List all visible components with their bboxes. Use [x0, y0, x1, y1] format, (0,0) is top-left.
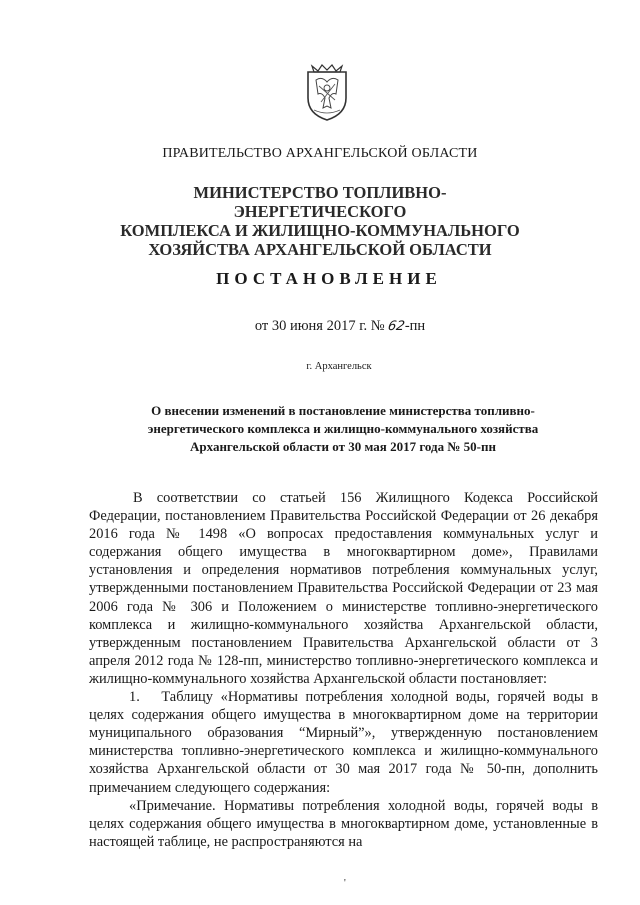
ministry-title-line: КОМПЛЕКСА И ЖИЛИЩНО-КОММУНАЛЬНОГО [120, 221, 520, 240]
item-1-paragraph: 1. Таблицу «Нормативы потребления холодной воды, горячей воды в целях содержания общего имущества в многоквартирном доме на территории муниципального образования “Мирный”», утвержденную постановлением министерства топливно-энергетического комплекса и жилищно-коммунального хозяйства Архангельской области от 30 мая 2017 года № 50-пн, дополнить примечанием следующего содержания: [89, 689, 598, 796]
handwritten-number: 62 [386, 319, 407, 334]
government-title: ПРАВИТЕЛЬСТВО АРХАНГЕЛЬСКОЙ ОБЛАСТИ [162, 146, 478, 161]
note-paragraph: «Примечание. Нормативы потребления холодной воды, горячей воды в целях содержания общего имущества в многоквартирном доме, установленные в настоящей таблице, не распространяются на [89, 797, 598, 850]
footer-mark: ' [344, 878, 346, 889]
coat-of-arms-emblem [302, 62, 352, 122]
subject-line: энергетического комплекса и жилищно-коммунального хозяйства [147, 421, 539, 436]
ministry-title [120, 183, 520, 259]
document-subject [104, 402, 582, 456]
number-suffix: -пн [404, 318, 426, 334]
ministry-title-line: ХОЗЯЙСТВА АРХАНГЕЛЬСКОЙ ОБЛАСТИ [148, 240, 492, 259]
city-line: г. Архангельск [306, 361, 372, 372]
subject-line: Архангельской области от 30 мая 2017 года № 50-пн [190, 439, 496, 454]
preamble-paragraph: В соответствии со статьей 156 Жилищного Кодекса Российской Федерации, постановлением Правительства Российской Федерации от 26 декабря 2016 года № 1498 «О вопросах предоставления коммунальных услуг и содержания общего имущества в многоквартирном доме», Правилами установления и определения нормативов потребления коммунальных услуг, утвержденными постановлением Правительства Российской Федерации от 23 мая 2006 года № 306 и Положением о министерстве топливно-энергетического комплекса и жилищно-коммунального хозяйства Архангельской области, утвержденным постановлением Правительства Архангельской области от 3 апреля 2012 года № 128-пп, министерство топливно-энергетического комплекса и жилищно-коммунального хозяйства Архангельской области постановляет: [89, 490, 598, 687]
ministry-title-line: МИНИСТЕРСТВО ТОПЛИВНО-ЭНЕРГЕТИЧЕСКОГО [193, 183, 447, 221]
date-prefix: от 30 июня 2017 г. № [254, 318, 389, 334]
document-body [89, 489, 598, 851]
document-type: ПОСТАНОВЛЕНИЕ [216, 269, 442, 288]
subject-line: О внесении изменений в постановление министерства топливно- [151, 403, 535, 418]
document-date-number [0, 318, 640, 335]
